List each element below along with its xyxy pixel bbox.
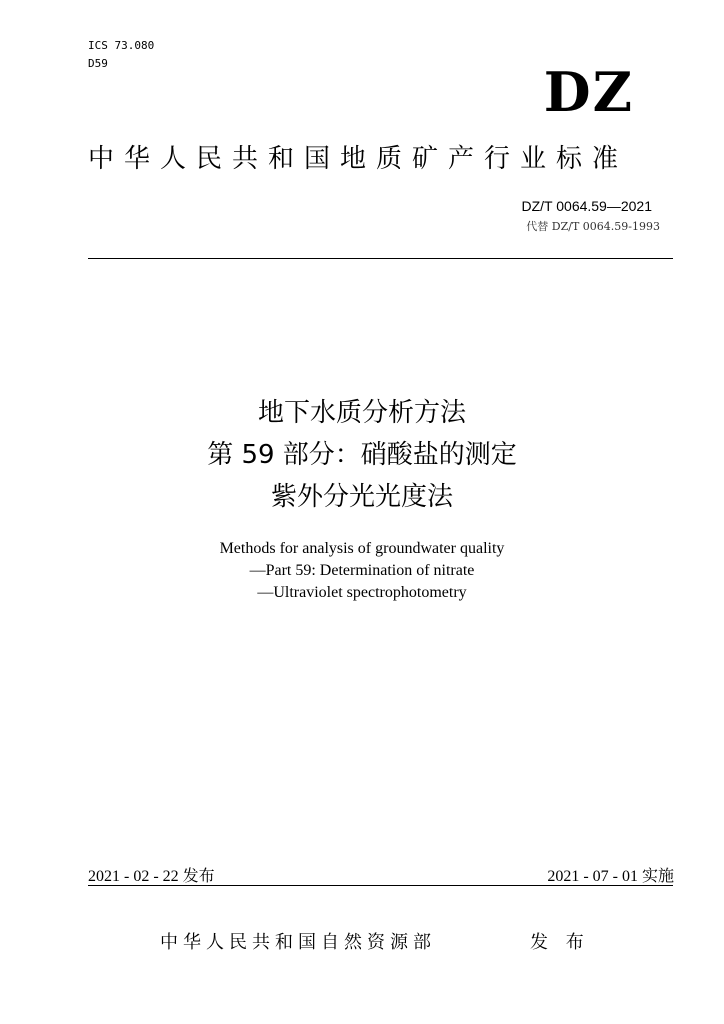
title-en-line-3: —Ultraviolet spectrophotometry xyxy=(257,584,467,601)
issuing-authority: 中华人民共和国自然资源部 xyxy=(160,932,436,953)
title-cn-line-2: 第 59 部分：硝酸盐的测定 xyxy=(207,440,517,470)
title-cn-line-3: 紫外分光光度法 xyxy=(270,482,453,512)
bottom-divider xyxy=(88,885,673,886)
implement-date: 2021 - 07 - 01 实施 xyxy=(547,868,674,885)
ccs-code: D59 xyxy=(88,57,108,70)
english-title xyxy=(0,538,724,604)
title-en-line-1: Methods for analysis of groundwater quality xyxy=(219,540,505,557)
issue-label: 发 布 xyxy=(530,932,590,953)
title-en-line-2: —Part 59: Determination of nitrate xyxy=(249,562,475,579)
standard-number: DZ/T 0064.59—2021 xyxy=(521,198,652,214)
chinese-title xyxy=(0,392,724,518)
dz-logo: DZ xyxy=(543,60,634,124)
standard-category: 中华人民共和国地质矿产行业标准 xyxy=(88,144,629,174)
title-cn-line-1: 地下水质分析方法 xyxy=(257,398,466,428)
ics-code: ICS 73.080 xyxy=(88,39,155,52)
replaces-note: 代替 DZ/T 0064.59-1993 xyxy=(526,220,660,233)
top-divider xyxy=(88,258,673,259)
publish-date: 2021 - 02 - 22 发布 xyxy=(88,868,215,885)
